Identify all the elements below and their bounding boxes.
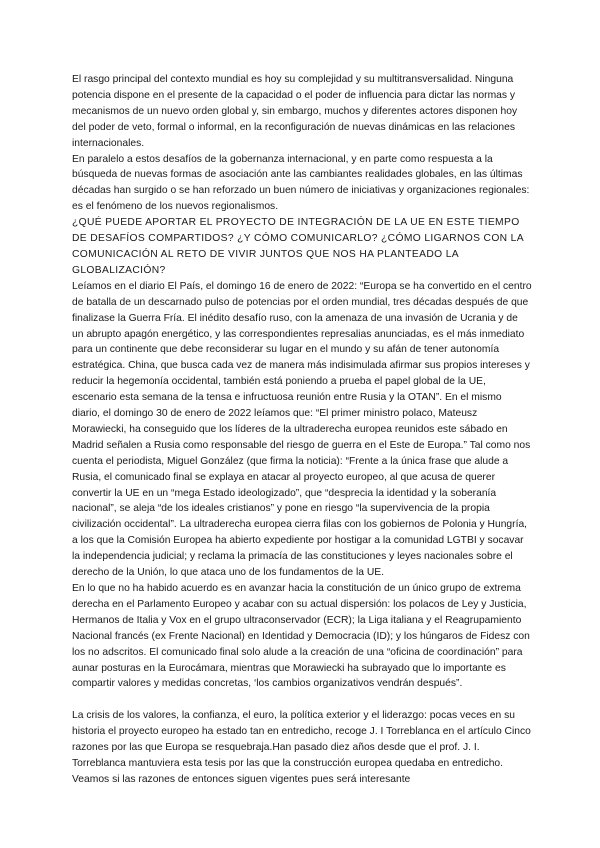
paragraph-crisis: La crisis de los valores, la confianza, el euro, la política exterior y el liderazgo: pocas veces en su historia el proyecto europeo ha estado tan en entredicho, recoge J. I Torreblanca en el artículo Cinco razones por las que Europa se resquebraja.Han pasado diez años desde que el prof. J. I. Torreblanca mantuviera esta tesis por las que la construcción europea quedaba en entredicho. Veamos si las razones de entonces siguen vigentes pues será interesante: [72, 710, 531, 785]
paragraph-el-pais: Leíamos en el diario El País, el domingo 16 de enero de 2022: “Europa se ha convertido en el centro de batalla de un descarnado pulso de potencias por el orden mundial, tres décadas después de que finalizase la Guerra Fría. El inédito desafío ruso, con la amenaza de una invasión de Ucrania y de un abrupto apagón energético, y las correspondientes represalias anunciadas, es el más inmediato para un continente que debe reconsiderar su lugar en el mundo y su afán de tener autonomía estratégica. China, que busca cada vez de manera más indisimulada afirmar sus propios intereses y reducir la hegemonía occidental, también está poniendo a prueba el papel global de la UE, escenario esta semana de la tensa e infructuosa reunión entre Rusia y la OTAN”. En el mismo diario, el domingo 30 de enero de 2022 leíamos que: “El primer ministro polaco, Mateusz Morawiecki, ha conseguido que los líderes de la ultraderecha europea reunidos este sábado en Madrid señalen a Rusia como responsable del riesgo de guerra en el Este de Europa.” Tal como nos cuenta el periodista, Miguel González (que firma la noticia): “Frente a la única frase que alude a Rusia, el comunicado final se explaya en atacar al proyecto europeo, al que acusa de querer convertir la UE en un “mega Estado ideologizado”, que “desprecia la identidad y la soberanía nacional”, se aleja “de los ideales cristianos” y pone en riesgo “la supervivencia de la propia civilización occidental”. La ultraderecha europea cierra filas con los gobiernos de Polonia y Hungría, a los que la Comisión Europea ha abierto expediente por hostigar a la comunidad LGTBI y socavar la independencia judicial; y reclama la primacía de las constituciones y leyes nacionales sobre el derecho de la Unión, lo que ataca uno de los fundamentos de la UE.: [72, 280, 532, 579]
paragraph-regionalisms: En paralelo a estos desafíos de la gobernanza internacional, y en parte como respuesta a la búsqueda de nuevas formas de asociación ante las cambiantes realidades globales, en las últimas décadas han surgido o se han reforzado un buen número de iniciativas y organizaciones regionales: es el fenómeno de los nuevos regionalismos.: [72, 153, 530, 213]
paragraph-context: El rasgo principal del contexto mundial es hoy su complejidad y su multitransversalidad. Ninguna potencia dispone en el presente de la capacidad o el poder de influencia para dictar las normas y mecanismos de un nuevo orden global y, sin embargo, muchos y diferentes actores disponen hoy del poder de veto, formal o informal, en la reconfiguración de nuevas dinámicas en las relaciones internacionales.: [72, 74, 518, 149]
paragraph-far-right: En lo que no ha habido acuerdo es en avanzar hacia la constitución de un único grupo de extrema derecha en el Parlamento Europeo y acabar con su actual dispersión: los polacos de Ley y Justicia, Hermanos de Italia y Vox en el grupo ultraconservador (ECR); la Liga italiana y el Reagrupamiento Nacional francés (ex Frente Nacional) en Identidad y Democracia (ID); y los húngaros de Fidesz con los no adscritos. El comunicado final solo alude a la creación de una “oficina de coordinación” para aunar posturas en la Eurocámara, mientras que Morawiecki ha subrayado que lo importante es compartir valores y medidas concretas, ‘los cambios organizativos vendrán después”.: [72, 583, 530, 690]
section-heading: ¿QUÉ PUEDE APORTAR EL PROYECTO DE INTEGRACIÓN DE LA UE EN ESTE TIEMPO DE DESAFÍOS COMPARTIDOS? ¿Y CÓMO COMUNICARLO? ¿CÓMO LIGARNOS CON LA COMUNICACIÓN AL RETO DE VIVIR JUNTOS QUE NOS HA PLANTEADO LA GLOBALIZACIÓN?: [72, 217, 524, 276]
paragraph-spacer: [72, 692, 532, 708]
document-page: [72, 72, 532, 788]
